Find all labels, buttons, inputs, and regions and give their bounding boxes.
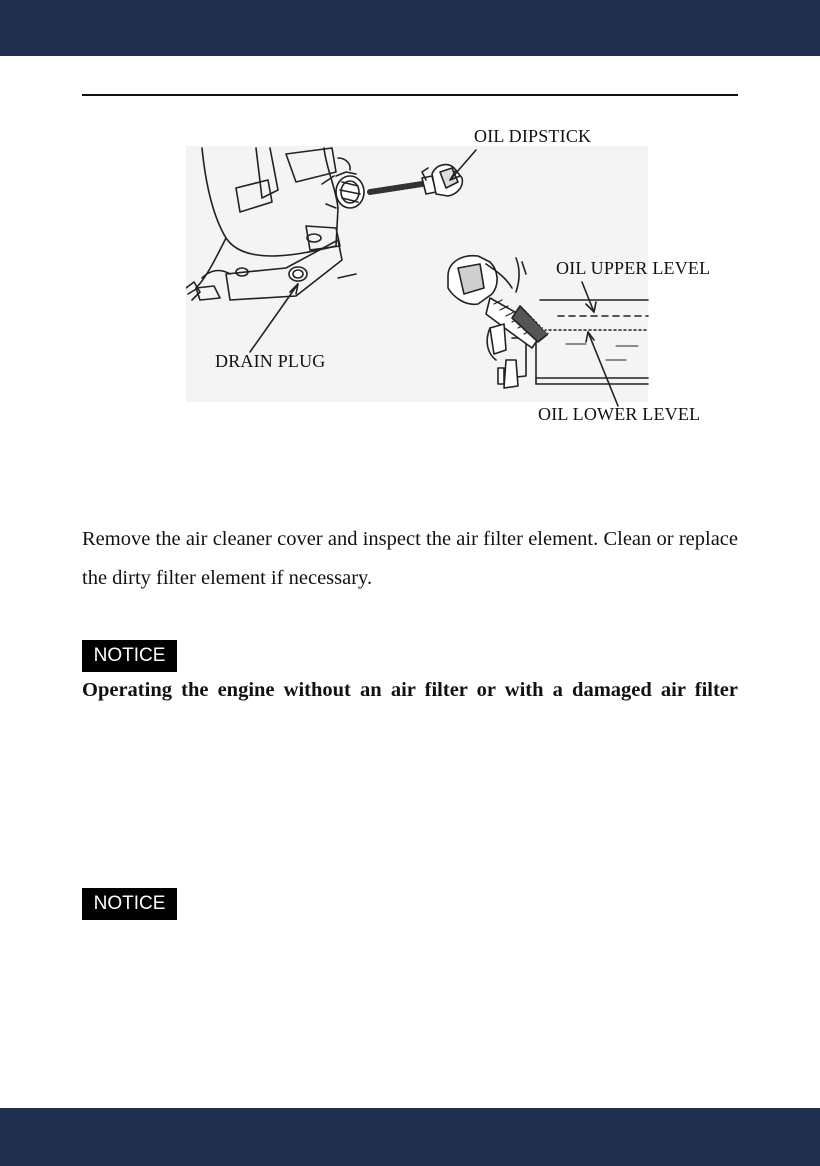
notice-tag: NOTICE bbox=[82, 888, 177, 920]
header-band bbox=[0, 0, 820, 56]
oil-upper-level-label: OIL UPPER LEVEL bbox=[556, 258, 711, 278]
section-divider bbox=[82, 94, 738, 96]
oil-lower-level-label: OIL LOWER LEVEL bbox=[538, 404, 701, 424]
air-filter-instruction: Remove the air cleaner cover and inspect the air filter element. Clean or replace the dirty filter element if necessary. bbox=[82, 528, 738, 589]
notice-tag: NOTICE bbox=[82, 640, 177, 672]
oil-dipstick-label: OIL DIPSTICK bbox=[474, 126, 592, 146]
footer-band bbox=[0, 1108, 820, 1166]
notice-warning-text: Operating the engine without an air filter or with a damaged air filter bbox=[82, 679, 738, 701]
oil-check-illustration bbox=[186, 128, 738, 428]
drain-plug-label: DRAIN PLUG bbox=[215, 351, 326, 371]
drain-plug bbox=[289, 267, 307, 281]
